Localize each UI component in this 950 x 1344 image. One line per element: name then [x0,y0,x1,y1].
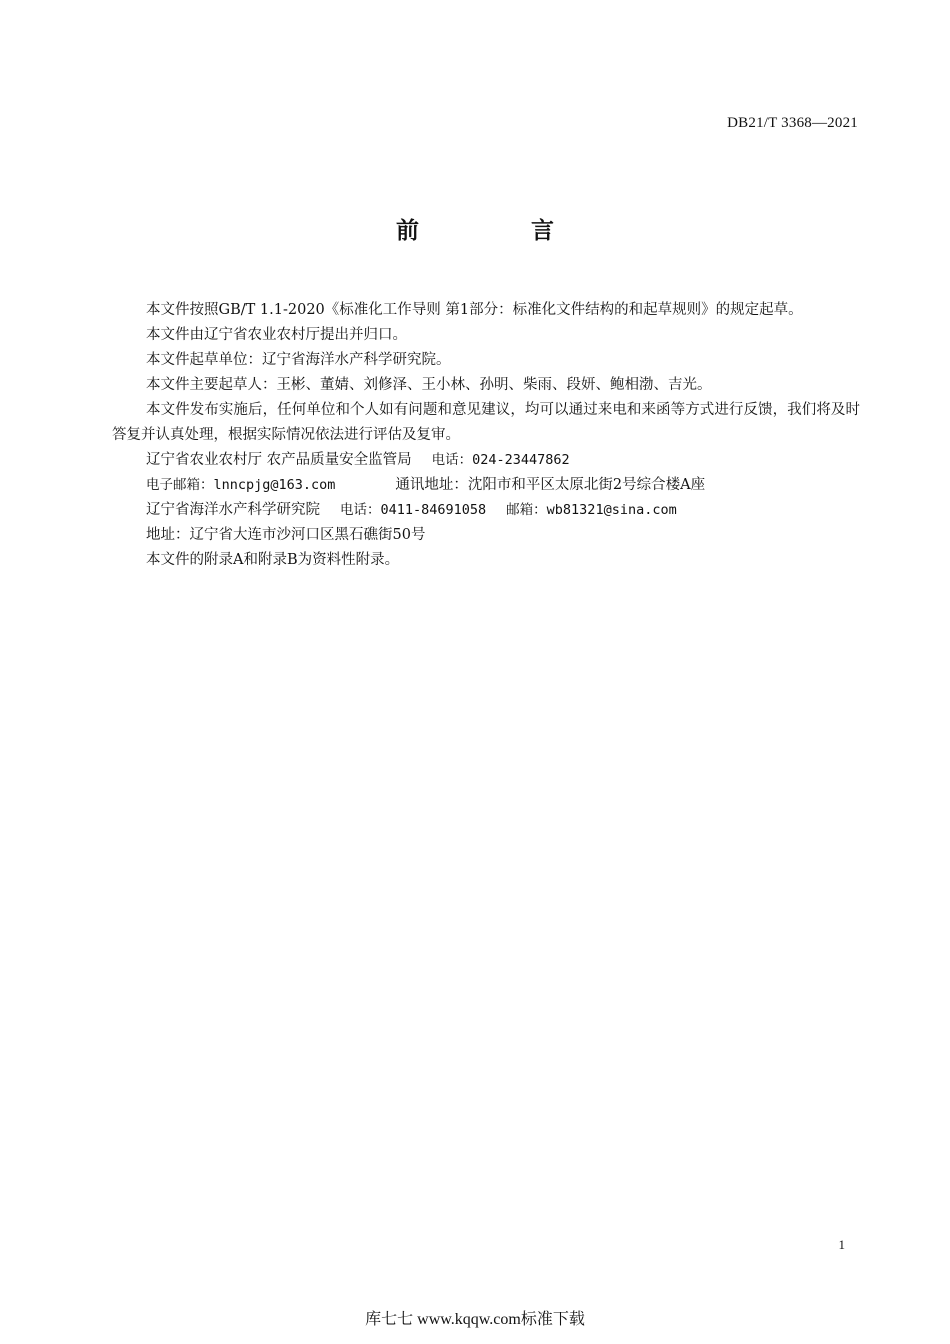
contact-line-inst-address [112,523,860,548]
paragraph-drafting-basis: 本文件按照GB/T 1.1-2020《标准化工作导则 第1部分：标准化文件结构的和起草规则》的规定起草。 [146,302,803,318]
document-code: DB21/T 3368—2021 [727,115,858,131]
paragraph-drafting-unit: 本文件起草单位：辽宁省海洋水产科学研究院。 [146,352,451,368]
dept-email: 电子邮箱：lnncpjg@163.com [146,477,336,493]
footer-watermark: 库七七 www.kqqw.com标准下载 [365,1311,585,1328]
dept-phone: 电话：024-23447862 [431,452,570,468]
inst-name: 辽宁省海洋水产科学研究院 [146,502,320,518]
dept-address: 通讯地址：沈阳市和平区太原北街2号综合楼A座 [395,477,706,493]
page-title: 前 言 [395,217,606,244]
inst-phone: 电话：0411-84691058 [340,502,487,518]
paragraph-proposer: 本文件由辽宁省农业农村厅提出并归口。 [146,327,407,343]
paragraph-feedback: 本文件发布实施后，任何单位和个人如有问题和意见建议，均可以通过来电和来函等方式进行反馈，我们将及时答复并认真处理，根据实际情况依法进行评估及复审。 [112,402,860,443]
dept-name: 辽宁省农业农村厅 农产品质量安全监管局 [146,452,412,468]
contact-line-inst [112,498,860,523]
page-number: 1 [838,1237,845,1252]
foreword-body [112,298,860,573]
inst-address: 地址：辽宁省大连市沙河口区黑石礁街50号 [146,527,426,543]
paragraph-appendix: 本文件的附录A和附录B为资料性附录。 [146,552,400,568]
inst-email: 邮箱：wb81321@sina.com [506,502,677,518]
contact-line-dept [112,448,860,473]
contact-line-dept-email [112,473,860,498]
paragraph-drafters: 本文件主要起草人：王彬、董婧、刘修泽、王小林、孙明、柴雨、段妍、鲍相渤、吉光。 [146,377,712,393]
